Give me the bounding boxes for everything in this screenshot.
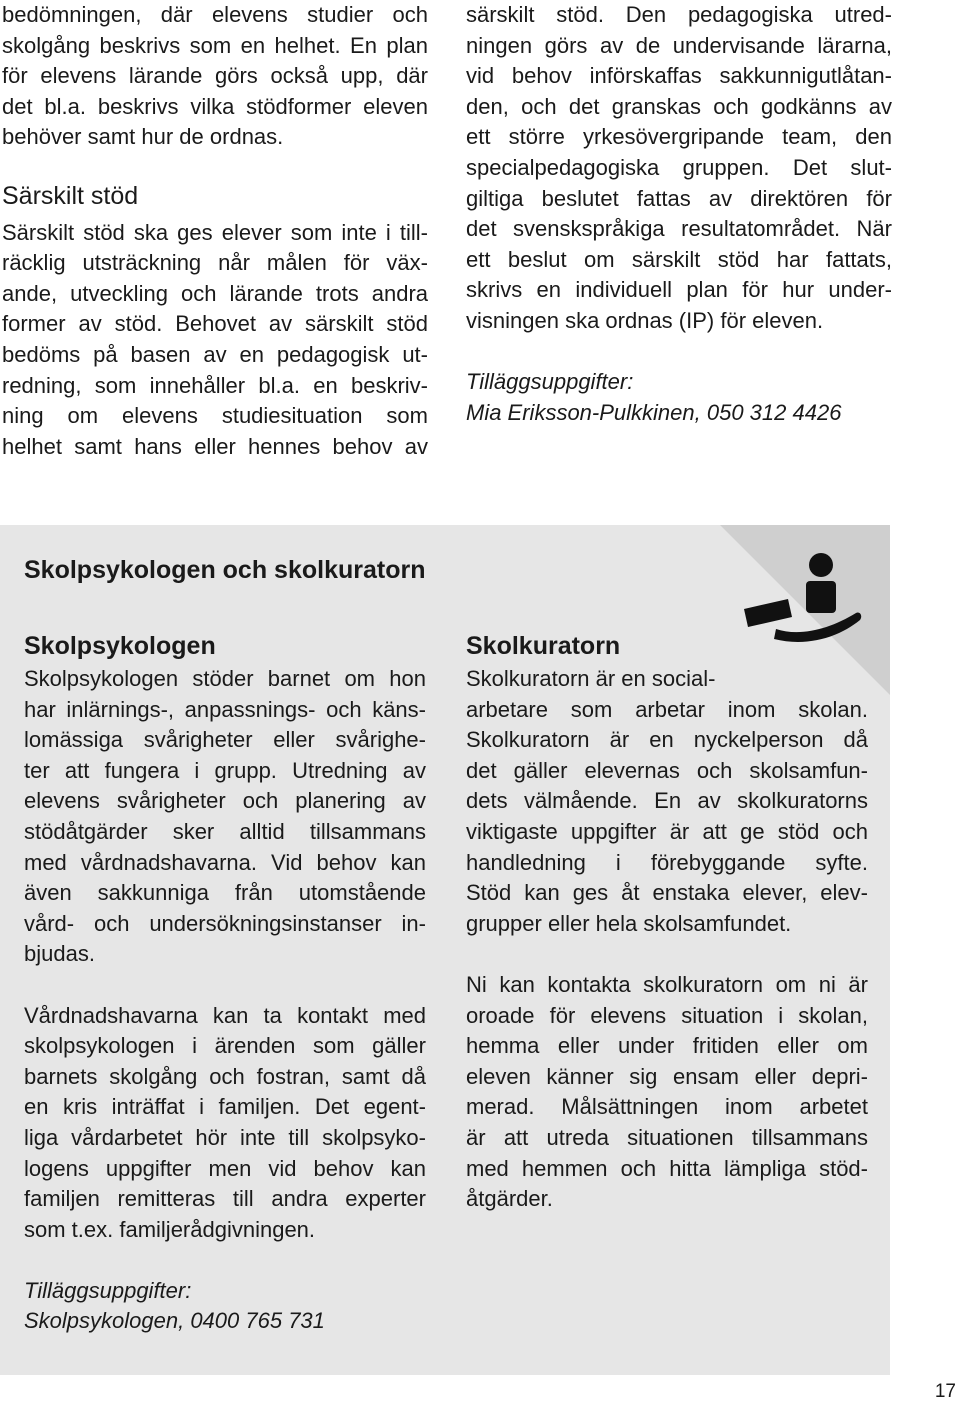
text-line: ter att fungera i grupp. Utredning av [24,757,426,783]
section-heading-sarskilt-stod: Särskilt stöd [2,181,139,210]
text-line: giltiga beslutet fattas av direktören för [466,185,892,211]
text-line: med hemmen och hitta lämpliga stöd- [466,1155,868,1181]
text-line: viktigaste uppgifter är att ge stöd och [466,818,868,844]
text-line: bedöms på basen av en pedagogisk ut- [2,341,428,367]
text-line: eleven känner sig ensam eller depri- [466,1063,868,1089]
psychologist-paragraph-2 [24,1001,426,1246]
school-curator-column [466,630,868,1215]
text-line: liga vårdarbetet hör inte till skolpsyko- [24,1124,426,1150]
curator-paragraph-2 [466,970,868,1215]
text-line: skrivs en individuell plan för hur under- [466,277,892,303]
text-line: visningen ska ordnas (IP) för eleven. [466,307,824,333]
page-number: 17 [934,1381,956,1402]
psychologist-contact-value: Skolpsykologen, 0400 765 731 [24,1308,325,1334]
text-line: det gäller elevernas och skolsamfun- [466,757,868,783]
sarskilt-stod-continued-paragraph [466,0,892,337]
text-line: Särskilt stöd ska ges elever som inte i till- [2,219,428,245]
text-line: ett beslut om särskilt stöd har fattats, [466,246,892,272]
text-line: logens uppgifter men vid behov kan [24,1155,426,1181]
text-line: Stöd kan ges åt enstaka elever, elev- [466,880,868,906]
psychologist-heading: Skolpsykologen [24,632,216,660]
text-line: vård- och undersökningsinstanser in- [24,910,426,936]
text-line: räcklig utsträckning når målen för väx- [2,250,428,276]
top-left-column [2,0,428,462]
text-line: barnets skolgång och fostran, samt då [24,1063,426,1089]
text-line: Skolkuratorn är en nyckelperson då [466,727,868,753]
psychologist-contact-label: Tilläggsuppgifter: [24,1277,192,1303]
text-line: hemma eller under fritiden eller om [466,1033,868,1059]
text-line: handledning i förebyggande syfte. [466,849,868,875]
text-line: det svenskspråkiga resultatområdet. När [466,216,892,242]
text-line: oroade för elevens situation i skolan, [466,1002,868,1028]
text-line: redning, som innehåller bl.a. en beskriv- [2,372,428,398]
text-line: är att utreda situationen tillsammans [466,1124,868,1150]
text-line: ning om elevens studiesituation som [2,403,428,429]
text-line: den, och det granskas och godkänns av [466,93,892,119]
text-line: Ni kan kontakta skolkuratorn om ni är [466,971,868,997]
text-line: helhet samt hans eller hennes behov av [2,433,428,459]
text-line: åtgärder. [466,1186,553,1212]
text-line: lomässiga svårigheter eller svårighe- [24,727,426,753]
text-line: har inlärnings-, anpassnings- och käns- [24,696,426,722]
text-line: med vårdnadshavarna. Vid behov kan [24,849,426,875]
text-line: ett större yrkesövergripande team, den [466,124,892,150]
text-line: Skolpsykologen stöder barnet om hon [24,666,426,691]
text-line: grupper eller hela skolsamfundet. [466,910,792,936]
text-line: ningen görs av de undervisande lärarna, [466,32,892,58]
contact-value: Mia Eriksson-Pulkkinen, 050 312 4426 [466,399,842,425]
text-line: en kris inträffat i familjen. Det egent- [24,1094,426,1120]
box-title: Skolpsykologen och skolkuratorn [24,556,426,584]
text-line: arbetare som arbetar inom skolan. [466,696,868,722]
school-psychologist-column [24,630,426,1337]
text-line: ande, utveckling och lärande trots andra [2,280,428,306]
text-line: skolgång beskrivs som en helhet. En plan [2,32,428,58]
intro-paragraph [2,0,428,153]
text-line: specialpedagogiska gruppen. Det slut- [466,154,892,180]
text-line: som t.ex. familjerådgivningen. [24,1216,316,1242]
text-line: även sakkunniga från utomstående [24,880,426,906]
text-line: stödåtgärder sker alltid tillsammans [24,818,426,844]
text-line: Skolkuratorn är en social- [466,666,716,691]
sarskilt-stod-paragraph [2,218,428,463]
text-line: elevens svårigheter och planering av [24,788,426,814]
text-line: Vårdnadshavarna kan ta kontakt med [24,1002,426,1028]
text-line: skolpsykologen i ärenden som gäller [24,1033,426,1059]
contact-label: Tilläggsuppgifter: [466,369,634,395]
curator-heading: Skolkuratorn [466,632,621,660]
text-line: behöver samt hur de ordnas. [2,124,284,150]
curator-paragraph-1 [466,664,868,939]
text-line: vid behov införskaffas sakkunnigutlåtan- [466,63,892,89]
text-line: för elevens lärande görs också upp, där [2,63,428,89]
text-line: merad. Målsättningen inom arbetet [466,1094,868,1120]
text-line: former av stöd. Behovet av särskilt stöd [2,311,428,337]
top-right-column [466,0,892,428]
text-line: särskilt stöd. Den pedagogiska utred- [466,2,892,27]
text-line: bedömningen, där elevens studier och [2,2,428,27]
text-line: dets välmående. En av skolkuratorns [466,788,868,814]
text-line: bjudas. [24,941,95,967]
text-line: familjen remitteras till andra experter [24,1186,426,1212]
text-line: det bl.a. beskrivs vilka stödformer eleven [2,93,428,119]
psychologist-paragraph-1 [24,664,426,970]
